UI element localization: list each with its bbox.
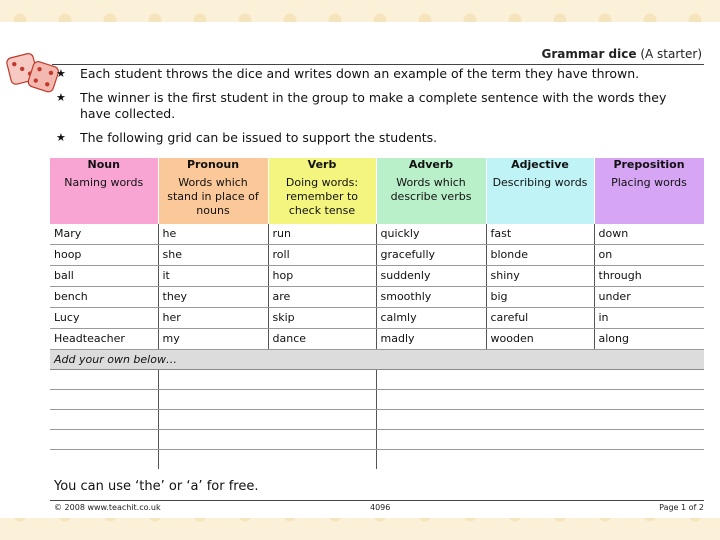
- table-cell: down: [594, 224, 704, 245]
- instruction-item: [54, 130, 674, 146]
- instruction-text: Each student throws the dice and writes down an example of the term they have thrown.: [80, 66, 640, 81]
- blank-row: [50, 450, 704, 470]
- table-cell: run: [268, 224, 376, 245]
- blank-cell[interactable]: [50, 410, 158, 430]
- star-bullet-icon: ★: [56, 91, 66, 104]
- col-name: Verb: [307, 158, 337, 171]
- col-desc: Describing words: [492, 176, 588, 189]
- col-desc: Placing words: [611, 176, 687, 189]
- table-cell: hop: [268, 266, 376, 287]
- blank-cell[interactable]: [376, 370, 704, 390]
- col-desc: Doing words: remember to check tense: [285, 176, 359, 217]
- col-name: Preposition: [613, 158, 685, 171]
- table-cell: she: [158, 245, 268, 266]
- blank-row: [50, 430, 704, 450]
- table-cell: bench: [50, 287, 158, 308]
- col-header-adjective: [486, 158, 594, 224]
- table-cell: my: [158, 329, 268, 350]
- instruction-item: [54, 90, 674, 122]
- col-header-verb: [268, 158, 376, 224]
- instruction-text: The winner is the first student in the group to make a complete sentence with the words they have collected.: [80, 90, 667, 121]
- table-cell: they: [158, 287, 268, 308]
- table-cell: he: [158, 224, 268, 245]
- title-divider: [52, 64, 704, 65]
- table-cell: shiny: [486, 266, 594, 287]
- instruction-text: The following grid can be issued to support the students.: [80, 130, 438, 145]
- blank-cell[interactable]: [158, 390, 376, 410]
- blank-cell[interactable]: [50, 390, 158, 410]
- table-cell: her: [158, 308, 268, 329]
- add-own-row: [50, 350, 704, 370]
- col-desc: Naming words: [64, 176, 144, 189]
- table-cell: through: [594, 266, 704, 287]
- blank-cell[interactable]: [158, 430, 376, 450]
- table-cell: careful: [486, 308, 594, 329]
- col-name: Noun: [87, 158, 120, 171]
- blank-row: [50, 370, 704, 390]
- col-header-pronoun: [158, 158, 268, 224]
- col-header-noun: [50, 158, 158, 224]
- footer-copyright: © 2008 www.teachit.co.uk: [54, 503, 161, 512]
- grid-header-row: [50, 158, 704, 224]
- table-cell: on: [594, 245, 704, 266]
- table-row: [50, 287, 704, 308]
- footer-code: 4096: [370, 503, 391, 512]
- word-grid: [50, 158, 705, 469]
- table-row: [50, 266, 704, 287]
- table-cell: Headteacher: [50, 329, 158, 350]
- col-name: Adverb: [408, 158, 454, 171]
- worksheet: [0, 22, 720, 518]
- star-bullet-icon: ★: [56, 131, 66, 144]
- table-cell: it: [158, 266, 268, 287]
- table-cell: quickly: [376, 224, 486, 245]
- table-cell: gracefully: [376, 245, 486, 266]
- col-name: Adjective: [511, 158, 569, 171]
- table-cell: roll: [268, 245, 376, 266]
- title-main: Grammar dice: [541, 47, 637, 61]
- table-cell: ball: [50, 266, 158, 287]
- table-row: [50, 329, 704, 350]
- instruction-item: [54, 66, 674, 82]
- table-cell: fast: [486, 224, 594, 245]
- table-cell: in: [594, 308, 704, 329]
- title-sub: (A starter): [640, 47, 702, 61]
- free-words-note: You can use ‘the’ or ‘a’ for free.: [54, 479, 259, 494]
- table-cell: blonde: [486, 245, 594, 266]
- col-header-adverb: [376, 158, 486, 224]
- footer-page: Page 1 of 2: [659, 503, 704, 512]
- table-cell: calmly: [376, 308, 486, 329]
- blank-row: [50, 410, 704, 430]
- blank-cell[interactable]: [158, 450, 376, 470]
- table-cell: skip: [268, 308, 376, 329]
- table-cell: Lucy: [50, 308, 158, 329]
- add-own-label: Add your own below…: [50, 350, 704, 370]
- blank-cell[interactable]: [158, 370, 376, 390]
- table-cell: wooden: [486, 329, 594, 350]
- blank-cell[interactable]: [50, 370, 158, 390]
- table-row: [50, 245, 704, 266]
- table-row: [50, 308, 704, 329]
- blank-cell[interactable]: [376, 430, 704, 450]
- blank-row: [50, 390, 704, 410]
- blank-cell[interactable]: [376, 390, 704, 410]
- blank-cell[interactable]: [50, 450, 158, 470]
- col-desc: Words which stand in place of nouns: [167, 176, 259, 217]
- table-cell: are: [268, 287, 376, 308]
- table-row: [50, 224, 704, 245]
- table-cell: big: [486, 287, 594, 308]
- table-cell: under: [594, 287, 704, 308]
- blank-cell[interactable]: [376, 410, 704, 430]
- blank-cell[interactable]: [376, 450, 704, 470]
- table-cell: smoothly: [376, 287, 486, 308]
- table-cell: along: [594, 329, 704, 350]
- col-desc: Words which describe verbs: [390, 176, 472, 203]
- footer-divider: [50, 500, 704, 501]
- page-title: [541, 47, 702, 61]
- col-header-preposition: [594, 158, 704, 224]
- blank-cell[interactable]: [50, 430, 158, 450]
- table-cell: dance: [268, 329, 376, 350]
- table-cell: madly: [376, 329, 486, 350]
- table-cell: hoop: [50, 245, 158, 266]
- col-name: Pronoun: [186, 158, 240, 171]
- star-bullet-icon: ★: [56, 67, 66, 80]
- blank-cell[interactable]: [158, 410, 376, 430]
- table-cell: suddenly: [376, 266, 486, 287]
- table-cell: Mary: [50, 224, 158, 245]
- instructions-list: [54, 66, 674, 154]
